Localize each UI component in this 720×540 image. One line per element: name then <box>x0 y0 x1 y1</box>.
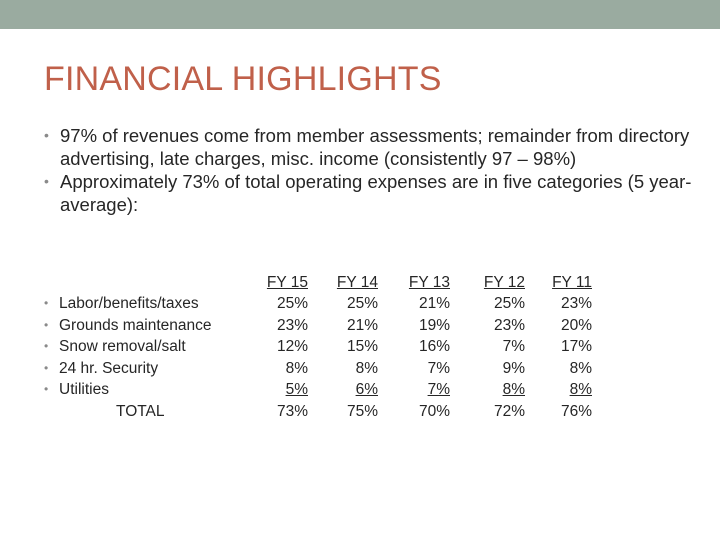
total-cell: 75% <box>346 403 378 420</box>
table-cell: 23% <box>276 317 308 334</box>
table-cell: 8% <box>569 381 592 398</box>
total-cell: 76% <box>560 403 592 420</box>
table-cell: 20% <box>560 317 592 334</box>
table-cell: 6% <box>355 381 378 398</box>
table-cell: 21% <box>418 295 450 312</box>
row-label: 24 hr. Security <box>59 360 159 377</box>
table-cell: 8% <box>355 360 378 377</box>
row-label: Snow removal/salt <box>59 338 186 355</box>
table-cell: 8% <box>285 360 308 377</box>
table-cell: 7% <box>427 381 450 398</box>
table-cell: 25% <box>276 295 308 312</box>
table-cell: 21% <box>346 317 378 334</box>
total-cell: 70% <box>418 403 450 420</box>
total-label: TOTAL <box>116 403 165 420</box>
column-header: FY 15 <box>266 274 308 291</box>
table-cell: 8% <box>502 381 525 398</box>
column-header: FY 11 <box>552 274 592 291</box>
table-cell: 5% <box>285 381 308 398</box>
column-header: FY 13 <box>408 274 450 291</box>
row-label: Grounds maintenance <box>59 317 212 334</box>
bullet-text: 97% of revenues come from member assessments; remainder from directory advertising, late charges, misc. income (consistently 97 – 98%) <box>60 125 690 169</box>
row-label: Utilities <box>59 381 109 398</box>
total-cell: 73% <box>276 403 308 420</box>
bullet-text: Approximately 73% of total operating expenses are in five categories (5 year-average): <box>60 171 692 215</box>
slide-title: FINANCIAL HIGHLIGHTS <box>44 60 442 98</box>
table-cell: 25% <box>493 295 525 312</box>
column-header: FY 12 <box>483 274 525 291</box>
total-cell: 72% <box>493 403 525 420</box>
table-cell: 15% <box>346 338 378 355</box>
row-bullet-icon: • <box>44 361 49 375</box>
row-bullet-icon: • <box>44 382 49 396</box>
table-cell: 16% <box>418 338 450 355</box>
column-header: FY 14 <box>336 274 378 291</box>
row-label: Labor/benefits/taxes <box>59 295 199 312</box>
table-cell: 23% <box>560 295 592 312</box>
table-cell: 12% <box>276 338 308 355</box>
table-cell: 19% <box>418 317 450 334</box>
row-bullet-icon: • <box>44 339 49 353</box>
table-cell: 25% <box>346 295 378 312</box>
bullet-dot-icon: • <box>44 127 49 143</box>
table-cell: 9% <box>502 360 525 377</box>
table-cell: 17% <box>560 338 592 355</box>
table-cell: 7% <box>427 360 450 377</box>
table-cell: 7% <box>502 338 525 355</box>
bullet-dot-icon: • <box>44 173 49 189</box>
table-cell: 8% <box>569 360 592 377</box>
row-bullet-icon: • <box>44 318 49 332</box>
table-cell: 23% <box>493 317 525 334</box>
row-bullet-icon: • <box>44 296 49 310</box>
